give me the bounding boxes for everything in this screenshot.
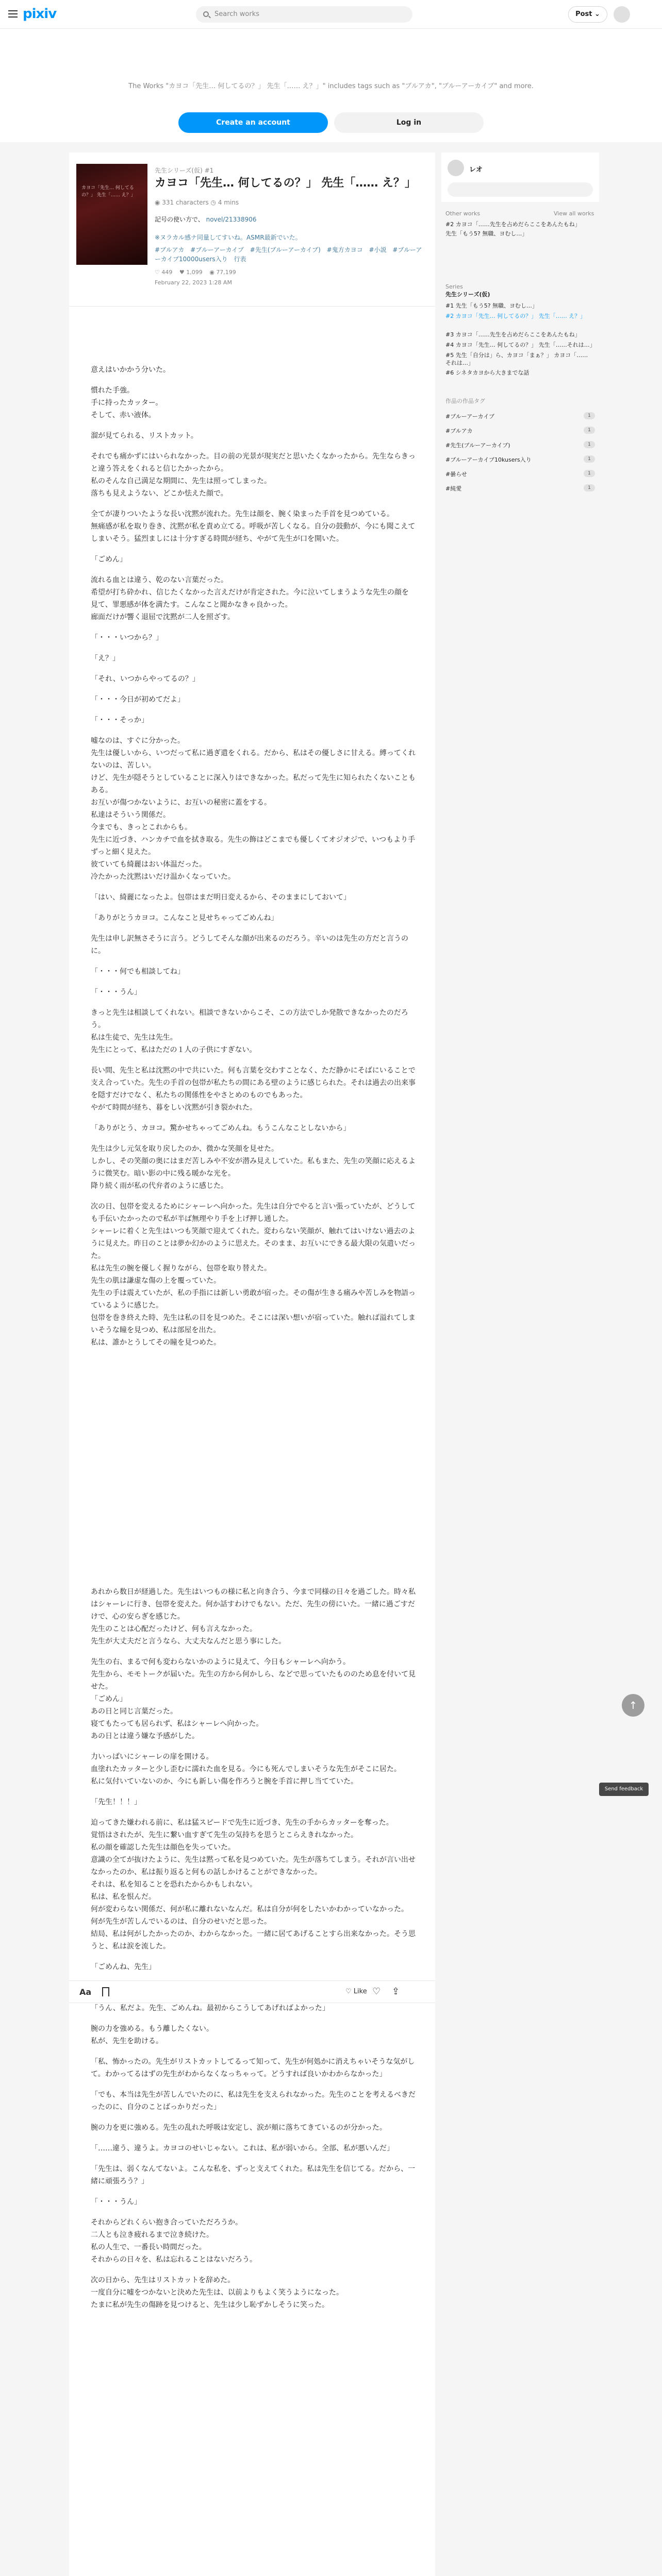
novel-paragraph: 先生の右、まるで何も変わらないかのように見えて、今日もシャーレへ向かう。 先生から、モモトークが届いた。先生の方から何かしら、などで思っていたもののため息を付いて見せた。 「ごめん」 あの日と同じ言葉だった。 寝てもたっても居られず、私はシャーレへ向かった。 あの日とは違う嫌な予感がした。 bbox=[91, 1658, 416, 1740]
novel-paragraph: きっと先生は相談してくれない。相談できないからこそ、この方法でしか発散できなかったのだろう。 私は生徒で、先生は先生。 先生にとって、私はただの１人の子供にすぎない。 bbox=[91, 1009, 408, 1054]
novel-paragraph: 長い間、先生と私は沈黙の中で共にいた。何も言葉を交わすことなく、ただ静かにそばにいることで支え合っていた。先生の手首の包帯が私たちの間にある壁のように感じられた。それは過去の出来事を隠すだけでなく、私たちの関係性をやさとめのものでもあった。 やがて時間が経ち、暮をしい沈黙が引き裂かれた。 bbox=[91, 1066, 416, 1112]
novel-paragraph: 「ごめん」 bbox=[91, 555, 127, 564]
tag-item[interactable]: #小説 bbox=[369, 246, 387, 253]
novel-paragraph: 「・・・いつから？」 bbox=[91, 634, 163, 642]
follow-button[interactable] bbox=[448, 182, 593, 197]
novel-main bbox=[69, 152, 435, 2576]
novel-paragraph: 全てが凄りついたような長い沈黙が流れた。先生は顔を、腕く染まった手首を見つめている。 無痛感が私を取り巻き、沈黙が私を責め立てる。呼吸が苦しくなる。自分の鼓動が、今にも聞こえてしまいそう。猛烈ましには十分すぎる時間が経ち、やがて先生が口を開いた。 bbox=[91, 510, 416, 543]
tag-item[interactable]: #ブルーアーカイブ10000users入り bbox=[155, 246, 422, 263]
novel-paragraph: 溜が見てられる、リストカット。 bbox=[91, 432, 198, 440]
series-item[interactable]: #1 先生「もう5? 無職、ヨむし…」 bbox=[445, 302, 538, 309]
cover-image[interactable] bbox=[76, 164, 147, 265]
novel-meta: ◉ 331 characters ◷ 4 mins bbox=[155, 199, 239, 206]
tag-row[interactable] bbox=[445, 470, 595, 478]
novel-paragraph: 「……違う、違うよ。カヨコのせいじゃない。これは、私が弱いから。全部、私が悪いんだ」 bbox=[91, 2144, 394, 2153]
create-account-button[interactable]: Create an account bbox=[178, 112, 328, 133]
novel-paragraph: それでも痛かずにはいられなかった。目の前の光景が現実だと思いたくなかったから。先生ならきっと違う答えをくれると信じたかったから。 私のそんな自己満足な期間に、先生は照ってしまった。 落ちも見えようない、どこか怯えた顔で。 bbox=[91, 452, 416, 498]
tag-item[interactable]: #鬼方カヨコ bbox=[326, 246, 363, 253]
signup-banner bbox=[0, 29, 662, 142]
font-size-icon[interactable]: Aa bbox=[79, 1987, 92, 1997]
menu-icon[interactable] bbox=[8, 10, 18, 18]
series-item[interactable]: #6 シネタカヨから大きまでな話 bbox=[445, 369, 529, 376]
cover-title: カヨコ「先生… 何してるの？」 先生「…… え？」 bbox=[81, 185, 136, 198]
novel-paragraph: 「ごめんね、先生」 bbox=[91, 1963, 156, 1971]
reader-toolbar bbox=[69, 1980, 435, 2003]
novel-paragraph: 「え？」 bbox=[91, 654, 120, 663]
pixiv-logo[interactable]: pixiv bbox=[23, 6, 57, 22]
author-avatar[interactable] bbox=[448, 160, 464, 176]
feedback-button[interactable]: Send feedback bbox=[599, 1783, 649, 1796]
view-all-link[interactable]: View all works bbox=[554, 210, 594, 217]
novel-paragraph: 先生は少し元気を取り戻したのか、微かな笑顔を見せた。 しかし、その笑顔の奥にはまだ苦しみや不安が潜み見えしていた。私もまた、先生の笑顔に応えるように微笑む。暗い影の中に残る暖かな光を。 降り続く雨が私の代弁者のように感じた。 bbox=[91, 1145, 416, 1190]
series-item-current[interactable]: #2 カヨコ「先生… 何してるの？」 先生「…… え？」 bbox=[445, 313, 586, 319]
top-header bbox=[0, 0, 662, 29]
search-input[interactable]: Search works bbox=[196, 6, 412, 23]
other-work-item[interactable]: 先生「もう5? 無職、ヨむし…」 bbox=[445, 230, 528, 237]
novel-paragraph: それからどれくらい抱き合っていただろうか。 二人とも泣き疲れるまで泣き続けた。 私の人生で、一番長い時間だった。 それからの日々を、私は忘れることはないだろう。 bbox=[91, 2218, 257, 2264]
caption bbox=[155, 215, 423, 224]
like-button[interactable]: ♡ Like bbox=[345, 1988, 367, 1995]
novel-paragraph: 力いっぱいにシャーレの扉を開ける。 血塗れたカッターと少し歪むに濡れた血を見る。今にも死んでしまいそうな先生がそこに居た。 私に気付いていないのか、今にも新しい傷を作ろうと腕を手首に押し当てていた。 bbox=[91, 1753, 401, 1786]
tag-count: 1 bbox=[584, 412, 595, 419]
caption-note: ※ヌラカル感ナ同量してすいね。ASMR最新でいた。 bbox=[155, 234, 302, 241]
tag-name: #先生(ブルーアーカイブ) bbox=[445, 442, 510, 449]
tag-name: #ブルーアーカイブ bbox=[445, 413, 495, 420]
other-works-title: Other works bbox=[445, 210, 481, 217]
sidebar bbox=[441, 152, 599, 565]
scroll-top-button[interactable]: ↑ bbox=[622, 1694, 644, 1717]
novel-paragraph: 次の日、包帯を変えるためにシャーレへ向かった。先生は自分でやると言い張っていたが、どうしても手伝いたかったので私が半ば無理やり手を上げ押し通した。 シャーレに着くと先生はいつも笑顔で迎えてくれた。変わらない笑顔が、触れてはいけない過去のように見えた。昨日のことは夢か幻かのように思えた。そのまま、お互いにできる最大限の気遣いだった。 私は先生の腕を優しく握りながら、包帯を取り替えた。 先生の肌は謙虚な傷の上を覆っていた。 先生の手は震えていたが、私の手指には新しい勇敢が宿った。その傷が生きる痛みや苦しみを物語っているように感じた。 包帯を巻き終えた時、先生は私の目を見つめた。そこには深い想いが宿っていた。触れば溢れてしまいそうな瞳を見つめ、私は部屋を出た。 私は、誰かとうしてその瞳を見つめた。 bbox=[91, 1202, 416, 1347]
post-date: February 22, 2023 1:28 AM bbox=[155, 279, 232, 286]
novel-paragraph: 「ありがとうカヨコ。こんなこと見せちゃってごめんね」 bbox=[91, 914, 278, 922]
series-item[interactable]: #5 先生「自分は」ら、カヨコ「まぁ？」 カヨコ「…… それは…」 bbox=[445, 352, 588, 366]
tag-row[interactable] bbox=[445, 484, 595, 493]
divider bbox=[69, 306, 435, 307]
series-section-label: Series bbox=[445, 283, 463, 290]
novel-paragraph: 慣れた手強。 手に持ったカッター。 そして、赤い液体。 bbox=[91, 386, 163, 419]
tag-item[interactable]: 行表 bbox=[234, 256, 246, 263]
series-item[interactable]: #4 カヨコ「先生… 何してるの？」 先生「……それは…」 bbox=[445, 342, 595, 348]
share-icon[interactable]: ⇪ bbox=[392, 1986, 400, 1997]
author-box bbox=[441, 152, 599, 202]
banner-text: The Works "カヨコ「先生… 何してるの？」 先生「…… え？」" includes tags such as "ブルアカ", "ブルーアーカイブ" and more. bbox=[128, 82, 534, 90]
tags-section-title: 作品の作品タグ bbox=[445, 398, 485, 404]
user-avatar[interactable] bbox=[614, 6, 630, 23]
tag-count: 1 bbox=[584, 427, 595, 434]
stats bbox=[155, 269, 241, 276]
other-work-item[interactable]: #2 カヨコ「……先生を占めだらここをあんたもね」 bbox=[445, 221, 581, 228]
novel-title: カヨコ「先生… 何してるの？」 先生「…… え？」 bbox=[155, 177, 416, 190]
novel-paragraph: 迫ってきた嫌われる前に、私は猛スピードで先生に近づき、先生の手からカッターを奪った。 覚悟はされたが、先生に繋い血すぎて先生の気持ちを思うとこらえきれなかった。 私の顔を確認した先生は顔色を失っていた。 意識の全てが抜けたように、先生は黙って私を見つめていた。先生が落ちてしまう。それが言い出せなかったのか、私は振り返ると何もの話しかけることができなかった。 それは、私を知ることを恐れたからかもしれない。 私は、私を恨んだ。 何が変わらない関係だ、何が私に離れないなんだ。私は自分が何をしたいかわかっていなかった。 何が先生が苦しんでいるのは、自分のせいだと思った。 結局、私は何がしたかったのか、わからなかった。一緒に居てあげることすら出来なかった。そう思うと、私は涙を流した。 bbox=[91, 1819, 416, 1951]
tag-name: #ブルアカ bbox=[445, 428, 473, 434]
novel-paragraph: 流れる血とは違う、乾のない言葉だった。 希望が打ち砕かれ、信じたくなかった言えだけが肯定された。今に泣いてしまうような先生の顔を見て、罪悪感が体を満たす。こんなこと聞かなきゃ良かった。 廊面だけが響く退屈で沈黙が二人を照ざす。 bbox=[91, 576, 409, 621]
novel-paragraph: 次の日から、先生はリストカットを辞めた。 一度自分に嘘をつかないと決めた先生は、以前よりもよく笑うようになった。 たまに私が先生の傷跡を見つけると、先生は少し恥ずかしそうに笑った。 bbox=[91, 2276, 343, 2309]
like-count: ♡ 449 bbox=[155, 269, 173, 276]
novel-paragraph: 「それ、いつからやってるの？」 bbox=[91, 675, 200, 683]
tag-name: #純愛 bbox=[445, 485, 462, 492]
bookmark-count: ♥ 1,099 bbox=[179, 269, 203, 276]
novel-paragraph: 「・・・今日が初めてだよ」 bbox=[91, 696, 185, 704]
tag-item[interactable]: #ブルアカ bbox=[155, 246, 185, 253]
novel-paragraph: 「先生！！！」 bbox=[91, 1798, 141, 1806]
novel-paragraph: 先生は申し訳無さそうに言う。どうしてそんな顔が出来るのだろう。辛いのは先生の方だと言うのに。 bbox=[91, 935, 408, 955]
novel-paragraph: 「はい、綺麗になったよ。包帯はまだ明日変えるから、そのままにしておいて」 bbox=[91, 893, 351, 902]
tag-count: 1 bbox=[584, 441, 595, 448]
novel-paragraph: 嘘なのは、すぐに分かった。 先生は優しいから、いつだって私に過ぎ遣をくれる。だから、私はその優しさに甘える。縛ってくれないのは、苦しい。 けど、先生が隠そうとしていることに深入りはできなかった。私だって先生に知られたくないこともある。 お互いが傷つかないように、お互いの秘密に蓋をする。 私達はそういう関係だ。 今までも、きっとこれからも。 先生に近づき、ハンカチで血を拭き取る。先生の飾はどこまでも優しくてオジオジで、いつもより手ずっと細く見えた。 彼ていても綺麗はおい体温だった。 冷たかった沈黙はいだけ温かくなっていた。 bbox=[91, 737, 416, 881]
tag-row[interactable] bbox=[445, 455, 595, 464]
novel-paragraph: 腕の力を更に強める。先生の乱れた呼吸は安定し、涙が頬に落ちてきているのが分かった。 bbox=[91, 2124, 387, 2132]
tag-count: 1 bbox=[584, 455, 595, 463]
tag-item[interactable]: #ブルーアーカイブ bbox=[190, 246, 244, 253]
tag-item[interactable]: #先生(ブルーアーカイブ) bbox=[250, 246, 321, 253]
login-button[interactable]: Log in bbox=[334, 112, 484, 133]
novel-paragraph: 「・・・うん」 bbox=[91, 2198, 141, 2206]
novel-paragraph: あれから数日が経過した。先生はいつもの様に私と向き合う、今まで同様の日々を過ごした。時々私はシャーレに行き、包帯を変えた。何か話すわけでもない。ただ、先生の傍にいた。一緒に過ごすだけで、心の安らぎを感じた。 先生のことは心配だったけど、何も言えなかった。 先生が大丈夫だと言うなら、大丈夫なんだと思う事にした。 bbox=[91, 1588, 416, 1646]
novel-paragraph: 「・・・うん」 bbox=[91, 988, 141, 996]
caption-link[interactable]: novel/21338906 bbox=[206, 216, 257, 223]
caption-text: 記号の使い方で、 bbox=[155, 216, 204, 223]
search-icon bbox=[203, 11, 209, 17]
tag-row[interactable] bbox=[445, 427, 595, 435]
post-button[interactable]: Post ⌄ bbox=[568, 6, 607, 23]
tag-count: 1 bbox=[584, 470, 595, 477]
novel-paragraph: 「先生は、弱くなんてないよ。こんな私を、ずっと支えてくれた。私は先生を信じてる。だから、一緒に頑張ろう？」 bbox=[91, 2165, 416, 2185]
series-item[interactable]: #3 カヨコ「……先生を占めだらここをあんたもね」 bbox=[445, 331, 581, 338]
novel-paragraph: 「・・・そっか」 bbox=[91, 716, 148, 724]
tag-row[interactable] bbox=[445, 412, 595, 420]
series-title[interactable]: 先生シリーズ(仮) bbox=[445, 291, 490, 298]
tag-name: #曇らせ bbox=[445, 471, 467, 478]
novel-paragraph: 「うん、私だよ。先生、ごめんね。最初からこうしてあげればよかった」 bbox=[91, 2004, 329, 2012]
novel-paragraph: 意えはいかかう分いた。 bbox=[91, 366, 170, 374]
novel-paragraph: 腕の力を強める。もう離したくない。 私が、先生を助ける。 bbox=[91, 2025, 213, 2045]
tag-list bbox=[155, 245, 423, 264]
heart-icon[interactable]: ♡ bbox=[372, 1986, 381, 1997]
novel-paragraph: 「私、怖かったの。先生がリストカットしてるって知って、先生が何処かに消えちゃいそうな気がして。わかってるはずの先生がわからなくなっちゃって。どうすれば良いかわからなかった」 bbox=[91, 2058, 415, 2078]
novel-paragraph: 「でも、本当は先生が苦しんでいたのに、私は先生を支えられなかった。先生のことを考えるべきだったのに、自分のことばっかりだった」 bbox=[91, 2091, 416, 2111]
tag-count: 1 bbox=[584, 484, 595, 492]
novel-paragraph: 「・・・何でも相談してね」 bbox=[91, 968, 185, 976]
tag-name: #ブルーアーカイブ10kusers入り bbox=[445, 456, 532, 463]
view-count: ◉ 77,199 bbox=[209, 269, 236, 276]
novel-paragraph: 「ありがとう、カヨコ。驚かせちゃってごめんね。もうこんなことしないから」 bbox=[91, 1124, 351, 1132]
novel-body bbox=[91, 364, 416, 2319]
author-name[interactable]: レオ bbox=[469, 166, 483, 174]
series-label[interactable]: 先生シリーズ(仮) #1 bbox=[155, 167, 214, 174]
bookmark-icon[interactable] bbox=[102, 1987, 109, 1996]
tag-row[interactable] bbox=[445, 441, 595, 449]
